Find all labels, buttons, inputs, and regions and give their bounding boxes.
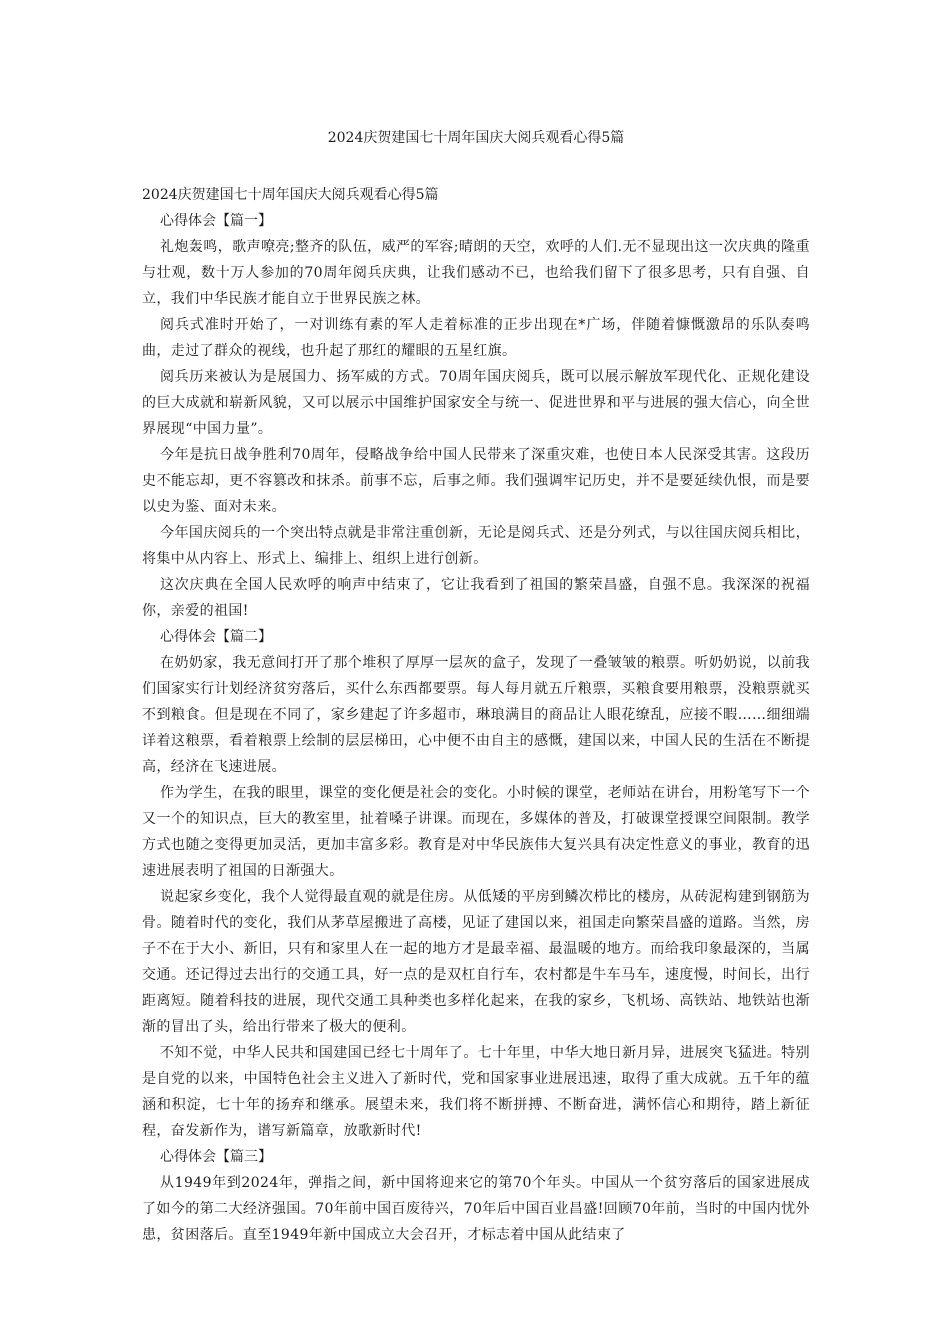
section-1 (142, 208, 810, 624)
section-heading: 心得体会【篇一】 (160, 213, 272, 229)
section-2 (142, 624, 810, 1144)
paragraph: 说起家乡变化，我个人觉得最直观的就是住房。从低矮的平房到鳞次栉比的楼房，从砖泥构建到钢筋为骨。随着时代的变化，我们从茅草屋搬进了高楼，见证了建国以来，祖国走向繁荣昌盛的道路。当然，房子不在于大小、新旧，只有和家里人在一起的地方才是最幸福、最温暖的地方。而给我印象最深的，当属交通。还记得过去出行的交通工具，好一点的是双杠自行车，农村都是牛车马车，速度慢，时间长，出行距离短。随着科技的进展，现代交通工具种类也多样化起来，在我的家乡，飞机场、高铁站、地铁站也渐渐的冒出了头，给出行带来了极大的便利。 (142, 889, 810, 1035)
paragraph: 从1949年到2024年，弹指之间，新中国将迎来它的第70个年头。中国从一个贫穷落后的国家进展成了如今的第二大经济强国。70年前中国百废待兴，70年后中国百业昌盛!回顾70年前，当时的中国内忧外患，贫困落后。直至1949年新中国成立大会召开，才标志着中国从此结束了 (142, 1175, 810, 1243)
paragraph: 阅兵历来被认为是展国力、扬军威的方式。70周年国庆阅兵，既可以展示解放军现代化、正规化建设的巨大成就和崭新风貌，又可以展示中国维护国家安全与统一、促进世界和平与进展的强大信心，向全世界展现“中国力量”。 (142, 369, 810, 437)
paragraph: 今年是抗日战争胜利70周年，侵略战争给中国人民带来了深重灾难，也使日本人民深受其害。这段历史不能忘却，更不容篡改和抹杀。前事不忘，后事之师。我们强调牢记历史，并不是要延续仇恨，而是要以史为鉴、面对未来。 (142, 447, 810, 515)
paragraph: 作为学生，在我的眼里，课堂的变化便是社会的变化。小时候的课堂，老师站在讲台，用粉笔写下一个又一个的知识点，巨大的教室里，扯着嗓子讲课。而现在，多媒体的普及，打破课堂授课空间限制。教学方式也随之变得更加灵活，更加丰富多彩。教育是对中华民族伟大复兴具有决定性意义的事业，教育的迅速进展表明了祖国的日渐强大。 (142, 785, 810, 879)
document-title: 2024庆贺建国七十周年国庆大阅兵观看心得5篇 (327, 130, 625, 146)
paragraph: 礼炮轰鸣，歌声嘹亮;整齐的队伍，威严的军容;晴朗的天空，欢呼的人们.无不显现出这一次庆典的隆重与壮观，数十万人参加的70周年阅兵庆典，让我们感动不已，也给我们留下了很多思考，只有自强、自立，我们中华民族才能自立于世界民族之林。 (142, 239, 810, 307)
paragraph: 今年国庆阅兵的一个突出特点就是非常注重创新，无论是阅兵式、还是分列式，与以往国庆阅兵相比，将集中从内容上、形式上、编排上、组织上进行创新。 (142, 525, 810, 567)
paragraph: 这次庆典在全国人民欢呼的响声中结束了，它让我看到了祖国的繁荣昌盛，自强不息。我深深的祝福你，亲爱的祖国! (142, 577, 810, 619)
document-subtitle: 2024庆贺建国七十周年国庆大阅兵观看心得5篇 (142, 187, 439, 203)
section-heading: 心得体会【篇二】 (160, 629, 272, 645)
section-3 (142, 1144, 810, 1248)
paragraph: 不知不觉，中华人民共和国建国已经七十周年了。七十年里，中华大地日新月异，进展突飞猛进。特别是自党的以来，中国特色社会主义进入了新时代，党和国家事业进展迅速，取得了重大成就。五千年的蕴涵和积淀，七十年的扬弃和继承。展望未来，我们将不断拼搏、不断奋进，满怀信心和期待，踏上新征程，奋发新作为，谱写新篇章，放歌新时代! (142, 1045, 810, 1139)
section-heading: 心得体会【篇三】 (160, 1149, 272, 1165)
paragraph: 阅兵式准时开始了，一对训练有素的军人走着标准的正步出现在*广场，伴随着慷慨激昂的乐队奏鸣曲，走过了群众的视线，也升起了那红的耀眼的五星红旗。 (142, 317, 810, 359)
paragraph: 在奶奶家，我无意间打开了那个堆积了厚厚一层灰的盒子，发现了一叠皱皱的粮票。听奶奶说，以前我们国家实行计划经济贫穷落后，买什么东西都要票。每人每月就五斤粮票，买粮食要用粮票，没粮票就买不到粮食。但是现在不同了，家乡建起了许多超市，琳琅满目的商品让人眼花缭乱，应接不暇……细细端详着这粮票，看着粮票上绘制的层层梯田，心中便不由自主的感慨，建国以来，中国人民的生活在不断提高，经济在飞速进展。 (142, 655, 810, 775)
